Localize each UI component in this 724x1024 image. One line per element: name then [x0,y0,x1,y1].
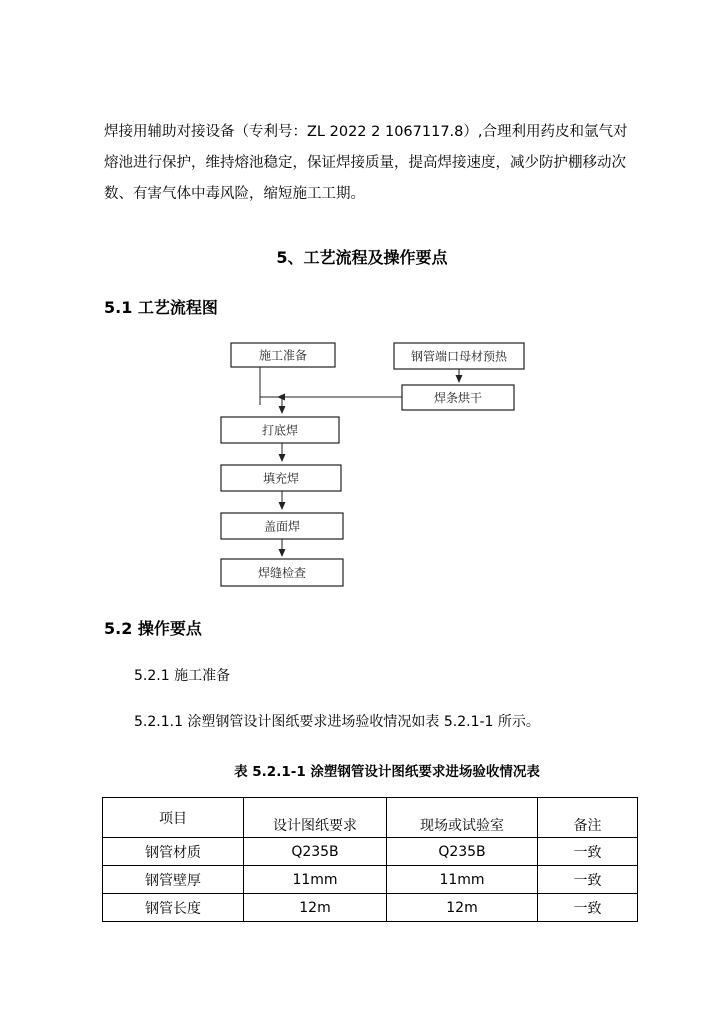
table-header-row [103,798,638,838]
flow-step-prep-label: 施工准备 [258,348,308,363]
flow-step-root [221,417,339,443]
intro-line: 熔池进行保护，维持熔池稳定，保证焊接质量，提高焊接速度，减少防护棚移动次 [104,155,626,171]
table-cell: 钢管长度 [103,894,244,922]
flow-step-preheat-label: 钢管端口母材预热 [410,349,508,364]
table-cell: 一致 [538,838,638,866]
table-cell: 一致 [538,894,638,922]
item-5-2-1: 5.2.1 施工准备 [134,668,231,684]
flow-step-root-label: 打底焊 [261,423,299,438]
item-5-2-1-1: 5.2.1.1 涂塑钢管设计图纸要求进场验收情况如表 5.2.1-1 所示。 [134,714,540,730]
flow-step-dry [402,385,514,410]
table-header-cell: 备注 [538,798,638,838]
table-row [103,866,638,894]
table-cell: 一致 [538,866,638,894]
table-cell: 12m [387,894,538,922]
subsection-title-5-2: 5.2 操作要点 [104,619,202,638]
table-cell: Q235B [387,838,538,866]
table-row [103,894,638,922]
section-title: 5、工艺流程及操作要点 [276,248,448,267]
table-header-cell: 现场或试验室 [387,798,538,838]
subsection-title-5-1: 5.1 工艺流程图 [104,298,218,317]
table-cell: 钢管壁厚 [103,866,244,894]
table-cell: 11mm [244,866,387,894]
table-cell: 钢管材质 [103,838,244,866]
intro-line: 焊接用辅助对接设备（专利号：ZL 2022 2 1067117.8）,合理利用药皮和氩气对 [104,124,628,140]
flow-step-fill-label: 填充焊 [262,471,300,486]
table-caption: 表 5.2.1-1 涂塑钢管设计图纸要求进场验收情况表 [234,764,540,780]
flow-step-prep [231,343,335,367]
flow-step-cap [221,513,343,539]
process-flowchart [200,335,540,595]
table-header-cell: 设计图纸要求 [244,798,387,838]
table-cell: 12m [244,894,387,922]
intro-line: 数、有害气体中毒风险，缩短施工工期。 [104,186,365,202]
flow-step-inspect [221,559,343,586]
table-row [103,838,638,866]
table-cell: 11mm [387,866,538,894]
flow-step-fill [221,465,341,491]
flow-step-inspect-label: 焊缝检查 [257,566,307,580]
table-header-cell: 项目 [103,798,244,838]
flow-step-cap-label: 盖面焊 [263,519,301,534]
table-cell: Q235B [244,838,387,866]
flow-step-dry-label: 焊条烘干 [433,391,483,405]
acceptance-table [102,797,638,922]
intro-paragraph [104,117,644,210]
flow-step-preheat [394,343,524,369]
